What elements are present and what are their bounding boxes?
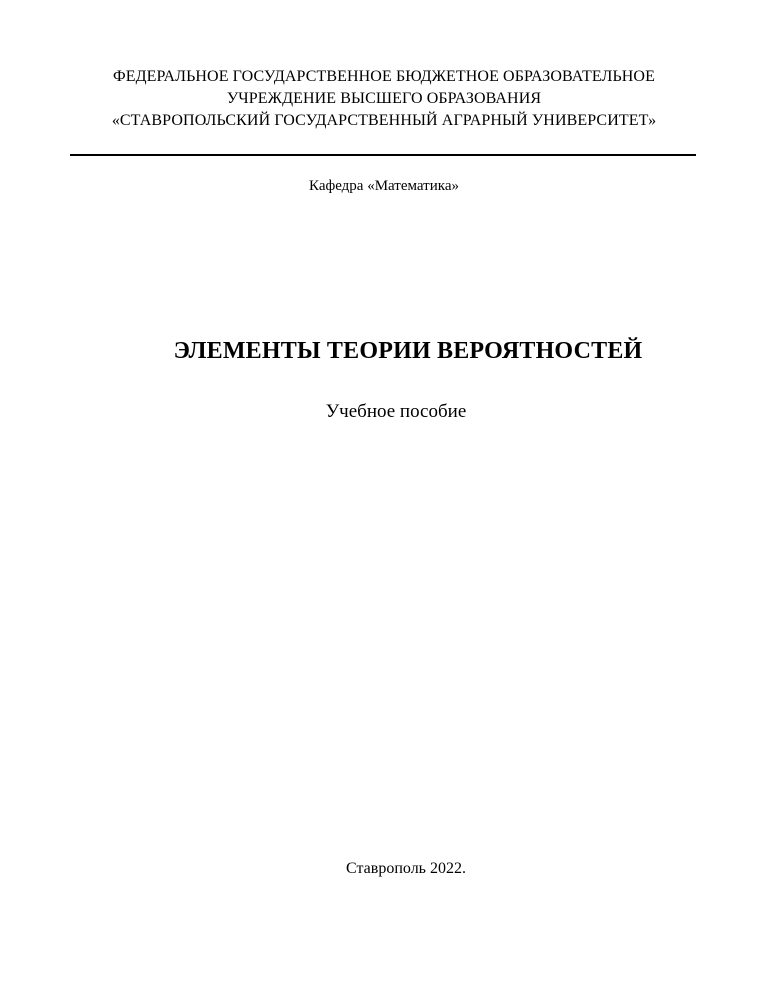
institution-header-line-2: УЧРЕЖДЕНИЕ ВЫСШЕГО ОБРАЗОВАНИЯ (226, 90, 542, 107)
institution-header (40, 66, 728, 132)
city-year: Ставрополь 2022. (346, 860, 466, 877)
institution-header-line-1: ФЕДЕРАЛЬНОЕ ГОСУДАРСТВЕННОЕ БЮДЖЕТНОЕ ОБРАЗОВАТЕЛЬНОЕ (113, 68, 655, 85)
document-title: ЭЛЕМЕНТЫ ТЕОРИИ ВЕРОЯТНОСТЕЙ (173, 338, 643, 364)
document-subtitle: Учебное пособие (325, 401, 467, 422)
institution-header-line-3: «СТАВРОПОЛЬСКИЙ ГОСУДАРСТВЕННЫЙ АГРАРНЫЙ УНИВЕРСИТЕТ» (111, 112, 657, 129)
header-divider (70, 154, 696, 156)
department-name: Кафедра «Математика» (309, 178, 459, 194)
